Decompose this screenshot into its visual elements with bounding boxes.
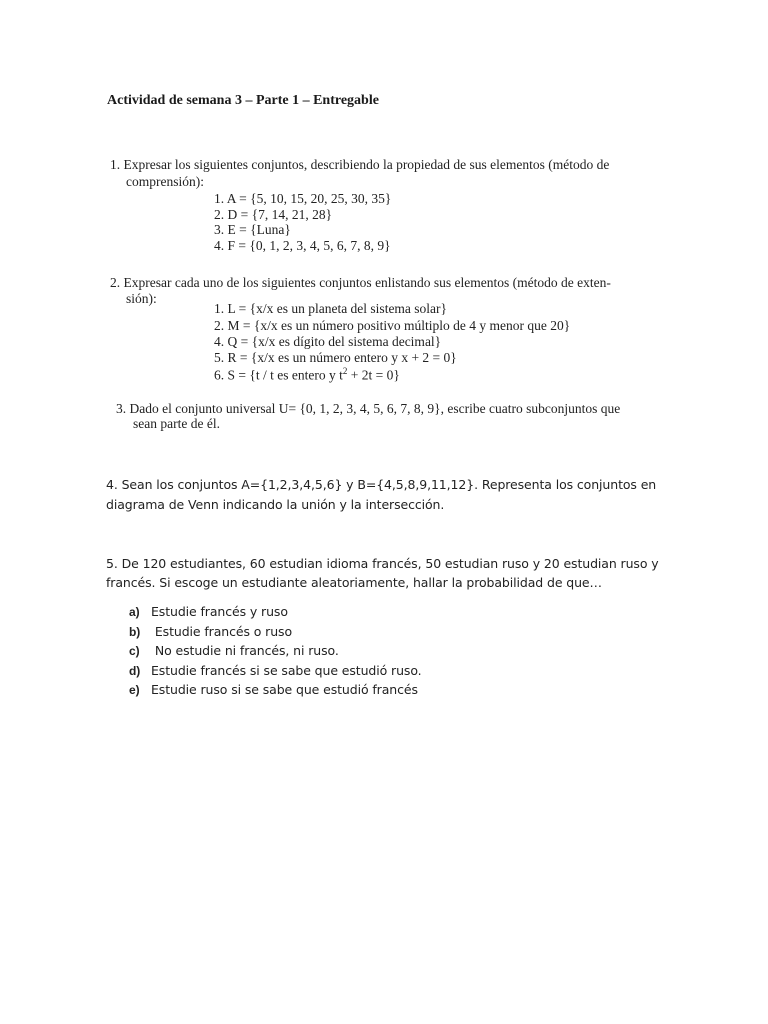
- q2-item-5-pre: 6. S = {t / t es entero y t: [214, 367, 343, 383]
- q3-line1: 3. Dado el conjunto universal U= {0, 1, 2, 3, 4, 5, 6, 7, 8, 9}, escribe cuatro subconjuntos que: [116, 401, 621, 416]
- q2-item-5: [214, 366, 400, 384]
- q2-line2: sión):: [126, 291, 157, 306]
- option-letter: b): [129, 625, 141, 639]
- page-title: Actividad de semana 3 – Parte 1 – Entregable: [107, 93, 379, 108]
- q2-item-5-post: + 2t = 0}: [347, 367, 400, 383]
- option-letter: a): [129, 605, 140, 619]
- option-text: No estudie ni francés, ni ruso.: [151, 643, 339, 658]
- option-letter: c): [129, 644, 140, 658]
- q5-line1: 5. De 120 estudiantes, 60 estudian idioma francés, 50 estudian ruso y 20 estudian ruso y: [106, 556, 659, 571]
- option-text: Estudie francés si se sabe que estudió ruso.: [151, 663, 422, 678]
- q2-item-4: 5. R = {x/x es un número entero y x + 2 = 0}: [214, 350, 457, 365]
- q1-item-4: 4. F = {0, 1, 2, 3, 4, 5, 6, 7, 8, 9}: [214, 238, 391, 253]
- q4-line2: diagrama de Venn indicando la unión y la intersección.: [106, 497, 445, 512]
- option-letter: e): [129, 683, 140, 697]
- q2-line1: 2. Expresar cada uno de los siguientes conjuntos enlistando sus elementos (método de exten-: [110, 275, 611, 290]
- option-text: Estudie francés o ruso: [151, 624, 292, 639]
- option-letter: d): [129, 664, 141, 678]
- q5-line2: francés. Si escoge un estudiante aleatoriamente, hallar la probabilidad de que…: [106, 575, 602, 590]
- q2-item-5-exponent: 2: [342, 366, 348, 376]
- q1-item-1: 1. A = {5, 10, 15, 20, 25, 30, 35}: [214, 191, 392, 206]
- option-text: Estudie francés y ruso: [151, 604, 288, 619]
- q5-option-b: [129, 624, 292, 639]
- q3-line2: sean parte de él.: [133, 416, 220, 431]
- q1-line1: 1. Expresar los siguientes conjuntos, describiendo la propiedad de sus elementos (método de: [110, 157, 610, 172]
- q5-option-e: [129, 682, 418, 697]
- q2-item-3: 4. Q = {x/x es dígito del sistema decimal}: [214, 334, 442, 349]
- q5-option-a: [129, 604, 288, 619]
- option-text: Estudie ruso si se sabe que estudió francés: [151, 682, 418, 697]
- q4-line1: 4. Sean los conjuntos A={1,2,3,4,5,6} y B={4,5,8,9,11,12}. Representa los conjuntos en: [106, 477, 657, 492]
- q5-option-c: [129, 643, 339, 658]
- q1-item-3: 3. E = {Luna}: [214, 222, 291, 237]
- q1-line2: comprensión):: [126, 174, 204, 189]
- q5-option-d: [129, 663, 422, 678]
- q1-item-2: 2. D = {7, 14, 21, 28}: [214, 207, 333, 222]
- q2-item-1: 1. L = {x/x es un planeta del sistema solar}: [214, 301, 448, 316]
- q2-item-2: 2. M = {x/x es un número positivo múltiplo de 4 y menor que 20}: [214, 318, 571, 333]
